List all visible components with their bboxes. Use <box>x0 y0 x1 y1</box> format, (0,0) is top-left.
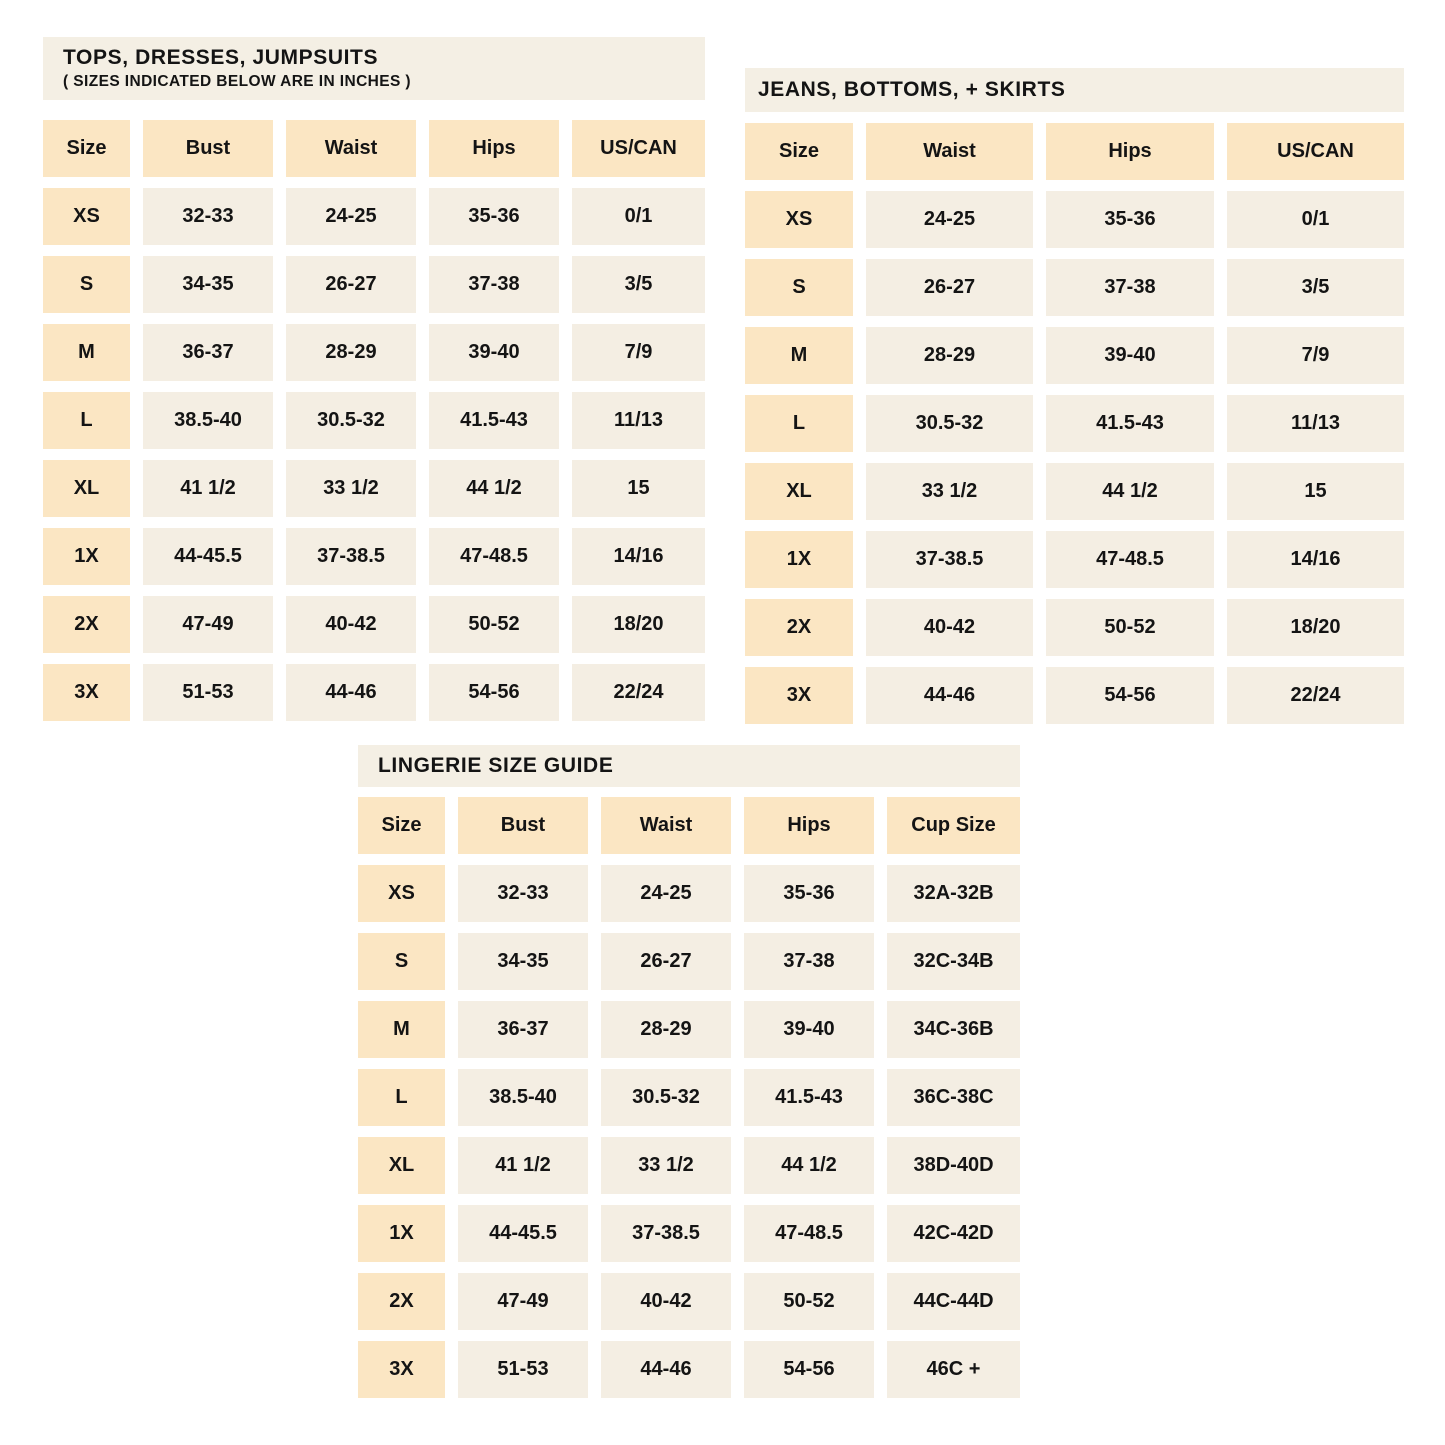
measurement-cell: 26-27 <box>286 256 416 313</box>
column-header-size: Size <box>358 797 445 854</box>
lingerie-size-guide-grid <box>358 797 1020 1398</box>
measurement-cell: 40-42 <box>286 596 416 653</box>
column-header-bust: Bust <box>143 120 273 177</box>
measurement-cell: 47-48.5 <box>1046 531 1214 588</box>
lingerie-size-guide-table <box>358 745 1020 1398</box>
measurement-cell: 44 1/2 <box>744 1137 874 1194</box>
measurement-cell: 30.5-32 <box>866 395 1033 452</box>
size-label-cell: 3X <box>358 1341 445 1398</box>
measurement-cell: 36-37 <box>143 324 273 381</box>
measurement-cell: 7/9 <box>572 324 705 381</box>
measurement-cell: 34-35 <box>458 933 588 990</box>
size-label-cell: 3X <box>745 667 853 724</box>
size-label-cell: S <box>358 933 445 990</box>
measurement-cell: 7/9 <box>1227 327 1404 384</box>
size-label-cell: 2X <box>745 599 853 656</box>
measurement-cell: 14/16 <box>572 528 705 585</box>
measurement-cell: 54-56 <box>744 1341 874 1398</box>
size-label-cell: M <box>745 327 853 384</box>
measurement-cell: 15 <box>572 460 705 517</box>
column-header-waist: Waist <box>286 120 416 177</box>
measurement-cell: 15 <box>1227 463 1404 520</box>
measurement-cell: 37-38.5 <box>286 528 416 585</box>
measurement-cell: 51-53 <box>143 664 273 721</box>
column-header-size: Size <box>43 120 130 177</box>
measurement-cell: 26-27 <box>601 933 731 990</box>
measurement-cell: 3/5 <box>572 256 705 313</box>
measurement-cell: 51-53 <box>458 1341 588 1398</box>
column-header-hips: Hips <box>429 120 559 177</box>
measurement-cell: 11/13 <box>1227 395 1404 452</box>
tops-dresses-jumpsuits-banner <box>43 37 705 100</box>
measurement-cell: 30.5-32 <box>601 1069 731 1126</box>
measurement-cell: 42C-42D <box>887 1205 1020 1262</box>
measurement-cell: 41 1/2 <box>143 460 273 517</box>
column-header-bust: Bust <box>458 797 588 854</box>
measurement-cell: 44-45.5 <box>458 1205 588 1262</box>
measurement-cell: 33 1/2 <box>601 1137 731 1194</box>
size-label-cell: XS <box>745 191 853 248</box>
column-header-cup-size: Cup Size <box>887 797 1020 854</box>
jeans-bottoms-skirts-banner <box>745 68 1404 112</box>
measurement-cell: 33 1/2 <box>286 460 416 517</box>
measurement-cell: 47-48.5 <box>429 528 559 585</box>
size-label-cell: XL <box>358 1137 445 1194</box>
size-label-cell: L <box>358 1069 445 1126</box>
measurement-cell: 22/24 <box>1227 667 1404 724</box>
size-label-cell: S <box>745 259 853 316</box>
measurement-cell: 47-49 <box>458 1273 588 1330</box>
size-label-cell: 2X <box>43 596 130 653</box>
jeans-bottoms-skirts-title: JEANS, BOTTOMS, + SKIRTS <box>758 77 1066 101</box>
measurement-cell: 14/16 <box>1227 531 1404 588</box>
lingerie-size-guide-banner <box>358 745 1020 787</box>
measurement-cell: 39-40 <box>744 1001 874 1058</box>
size-label-cell: S <box>43 256 130 313</box>
measurement-cell: 36-37 <box>458 1001 588 1058</box>
measurement-cell: 32-33 <box>458 865 588 922</box>
measurement-cell: 24-25 <box>286 188 416 245</box>
size-label-cell: M <box>358 1001 445 1058</box>
size-label-cell: 1X <box>358 1205 445 1262</box>
measurement-cell: 37-38.5 <box>866 531 1033 588</box>
size-label-cell: XS <box>358 865 445 922</box>
jeans-bottoms-skirts-grid <box>745 123 1404 724</box>
measurement-cell: 38D-40D <box>887 1137 1020 1194</box>
size-label-cell: M <box>43 324 130 381</box>
measurement-cell: 22/24 <box>572 664 705 721</box>
measurement-cell: 32-33 <box>143 188 273 245</box>
measurement-cell: 39-40 <box>429 324 559 381</box>
measurement-cell: 44-46 <box>286 664 416 721</box>
size-label-cell: L <box>745 395 853 452</box>
measurement-cell: 44 1/2 <box>1046 463 1214 520</box>
column-header-waist: Waist <box>601 797 731 854</box>
size-label-cell: XL <box>745 463 853 520</box>
measurement-cell: 32C-34B <box>887 933 1020 990</box>
measurement-cell: 40-42 <box>601 1273 731 1330</box>
column-header-waist: Waist <box>866 123 1033 180</box>
tops-dresses-jumpsuits-subtitle: ( SIZES INDICATED BELOW ARE IN INCHES ) <box>63 72 411 90</box>
size-label-cell: 1X <box>43 528 130 585</box>
measurement-cell: 44-46 <box>601 1341 731 1398</box>
measurement-cell: 28-29 <box>286 324 416 381</box>
tops-dresses-jumpsuits-title: TOPS, DRESSES, JUMPSUITS <box>63 46 379 70</box>
measurement-cell: 24-25 <box>866 191 1033 248</box>
measurement-cell: 30.5-32 <box>286 392 416 449</box>
measurement-cell: 18/20 <box>572 596 705 653</box>
measurement-cell: 38.5-40 <box>143 392 273 449</box>
tops-dresses-jumpsuits-grid <box>43 120 705 721</box>
measurement-cell: 32A-32B <box>887 865 1020 922</box>
column-header-hips: Hips <box>1046 123 1214 180</box>
size-label-cell: XL <box>43 460 130 517</box>
measurement-cell: 38.5-40 <box>458 1069 588 1126</box>
measurement-cell: 54-56 <box>429 664 559 721</box>
measurement-cell: 39-40 <box>1046 327 1214 384</box>
column-header-hips: Hips <box>744 797 874 854</box>
measurement-cell: 54-56 <box>1046 667 1214 724</box>
measurement-cell: 50-52 <box>1046 599 1214 656</box>
measurement-cell: 50-52 <box>429 596 559 653</box>
measurement-cell: 28-29 <box>601 1001 731 1058</box>
measurement-cell: 35-36 <box>1046 191 1214 248</box>
size-label-cell: L <box>43 392 130 449</box>
measurement-cell: 47-49 <box>143 596 273 653</box>
size-label-cell: XS <box>43 188 130 245</box>
measurement-cell: 35-36 <box>744 865 874 922</box>
measurement-cell: 41.5-43 <box>429 392 559 449</box>
measurement-cell: 37-38.5 <box>601 1205 731 1262</box>
lingerie-size-guide-title: LINGERIE SIZE GUIDE <box>378 753 614 777</box>
measurement-cell: 50-52 <box>744 1273 874 1330</box>
measurement-cell: 47-48.5 <box>744 1205 874 1262</box>
size-label-cell: 1X <box>745 531 853 588</box>
measurement-cell: 3/5 <box>1227 259 1404 316</box>
measurement-cell: 24-25 <box>601 865 731 922</box>
measurement-cell: 40-42 <box>866 599 1033 656</box>
measurement-cell: 26-27 <box>866 259 1033 316</box>
measurement-cell: 44-46 <box>866 667 1033 724</box>
measurement-cell: 41.5-43 <box>744 1069 874 1126</box>
measurement-cell: 41 1/2 <box>458 1137 588 1194</box>
measurement-cell: 37-38 <box>429 256 559 313</box>
measurement-cell: 35-36 <box>429 188 559 245</box>
column-header-us-can: US/CAN <box>572 120 705 177</box>
size-label-cell: 2X <box>358 1273 445 1330</box>
measurement-cell: 41.5-43 <box>1046 395 1214 452</box>
tops-dresses-jumpsuits-table <box>43 37 705 721</box>
measurement-cell: 44-45.5 <box>143 528 273 585</box>
measurement-cell: 33 1/2 <box>866 463 1033 520</box>
column-header-size: Size <box>745 123 853 180</box>
measurement-cell: 37-38 <box>1046 259 1214 316</box>
measurement-cell: 34C-36B <box>887 1001 1020 1058</box>
measurement-cell: 34-35 <box>143 256 273 313</box>
size-label-cell: 3X <box>43 664 130 721</box>
measurement-cell: 0/1 <box>1227 191 1404 248</box>
column-header-us-can: US/CAN <box>1227 123 1404 180</box>
measurement-cell: 0/1 <box>572 188 705 245</box>
measurement-cell: 28-29 <box>866 327 1033 384</box>
measurement-cell: 46C + <box>887 1341 1020 1398</box>
jeans-bottoms-skirts-table <box>745 68 1404 724</box>
measurement-cell: 37-38 <box>744 933 874 990</box>
measurement-cell: 18/20 <box>1227 599 1404 656</box>
measurement-cell: 11/13 <box>572 392 705 449</box>
measurement-cell: 44 1/2 <box>429 460 559 517</box>
measurement-cell: 44C-44D <box>887 1273 1020 1330</box>
measurement-cell: 36C-38C <box>887 1069 1020 1126</box>
